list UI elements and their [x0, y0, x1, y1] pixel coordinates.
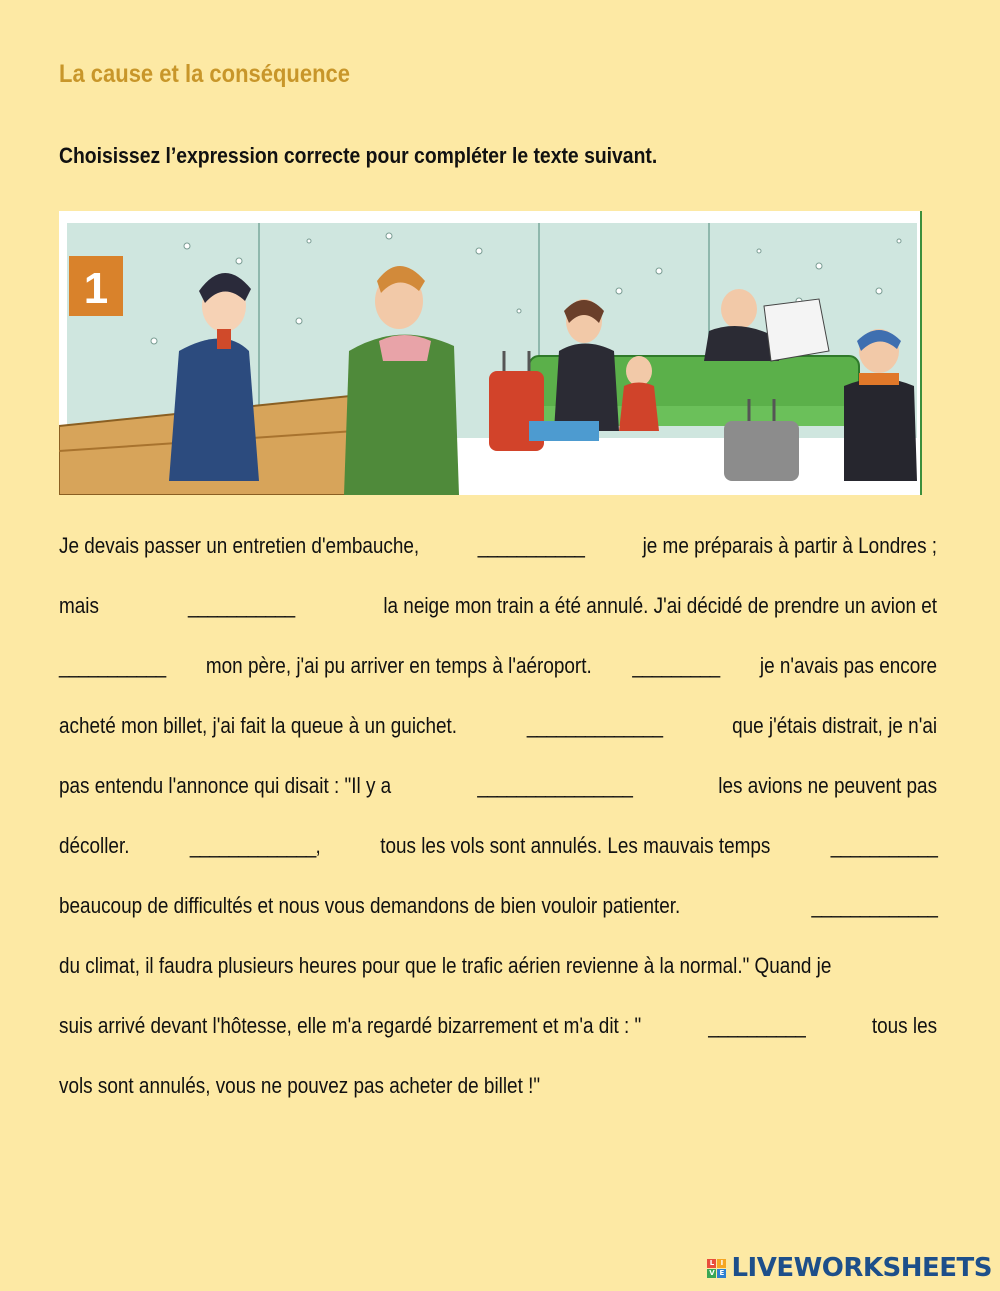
liveworksheets-logo[interactable] — [707, 1253, 992, 1283]
blank-input[interactable]: _____________, — [189, 833, 320, 858]
blank-input[interactable]: ___________ — [59, 653, 166, 678]
exercise-line — [59, 882, 937, 942]
text-segment: décoller. — [59, 833, 130, 858]
blank-input[interactable]: ________________ — [477, 773, 633, 798]
blank-input[interactable]: ___________ — [830, 833, 938, 858]
blank-input[interactable]: __________ — [708, 1013, 805, 1038]
text-segment: la neige mon train a été annulé. J'ai décidé de prendre un avion et — [383, 593, 938, 618]
text-segment: les avions ne peuvent pas — [718, 773, 938, 798]
text-segment: je n'avais pas encore — [759, 653, 938, 678]
text-segment: Je devais passer un entretien d'embauche, — [59, 533, 420, 558]
exercise-line — [59, 702, 937, 762]
logo-mark-icon: L I V E — [707, 1259, 726, 1278]
exercise-line — [59, 582, 937, 642]
text-segment: vols sont annulés, vous ne pouvez pas acheter de billet !" — [59, 1073, 541, 1098]
blank-input[interactable]: ___________ — [477, 533, 585, 558]
airport-scene-illustration — [59, 211, 922, 495]
text-segment: mon père, j'ai pu arriver en temps à l'aéroport. — [205, 653, 592, 678]
text-segment: suis arrivé devant l'hôtesse, elle m'a regardé bizarrement et m'a dit : " — [59, 1013, 642, 1038]
text-segment: pas entendu l'annonce qui disait : "Il y a — [59, 773, 392, 798]
exercise-line — [59, 942, 937, 1002]
text-segment: mais — [59, 593, 99, 618]
exercise-line — [59, 1062, 937, 1122]
blank-input[interactable]: ______________ — [526, 713, 663, 738]
blank-input[interactable]: _________ — [632, 653, 720, 678]
instruction-text: Choisissez l’expression correcte pour compléter le texte suivant. — [59, 143, 658, 168]
blank-input[interactable]: ___________ — [187, 593, 295, 618]
page-title: La cause et la conséquence — [59, 60, 351, 88]
text-segment: acheté mon billet, j'ai fait la queue à un guichet. — [59, 713, 458, 738]
text-segment: je me préparais à partir à Londres ; — [642, 533, 938, 558]
text-segment: tous les vols sont annulés. Les mauvais temps — [380, 833, 771, 858]
exercise-line — [59, 1002, 937, 1062]
text-segment: tous les — [871, 1013, 938, 1038]
exercise-line — [59, 822, 937, 882]
exercise-text — [59, 522, 937, 1122]
exercise-line — [59, 642, 937, 702]
text-segment: du climat, il faudra plusieurs heures pour que le trafic aérien revienne à la normal." Quand je — [59, 953, 832, 978]
blank-input[interactable]: _____________ — [811, 893, 938, 918]
logo-text: LIVEWORKSHEETS — [731, 1253, 992, 1283]
text-segment: que j'étais distrait, je n'ai — [732, 713, 938, 738]
gate-sign-number: 1 — [83, 264, 109, 313]
exercise-line — [59, 762, 937, 822]
text-segment: beaucoup de difficultés et nous vous demandons de bien vouloir patienter. — [59, 893, 681, 918]
exercise-line — [59, 522, 937, 582]
